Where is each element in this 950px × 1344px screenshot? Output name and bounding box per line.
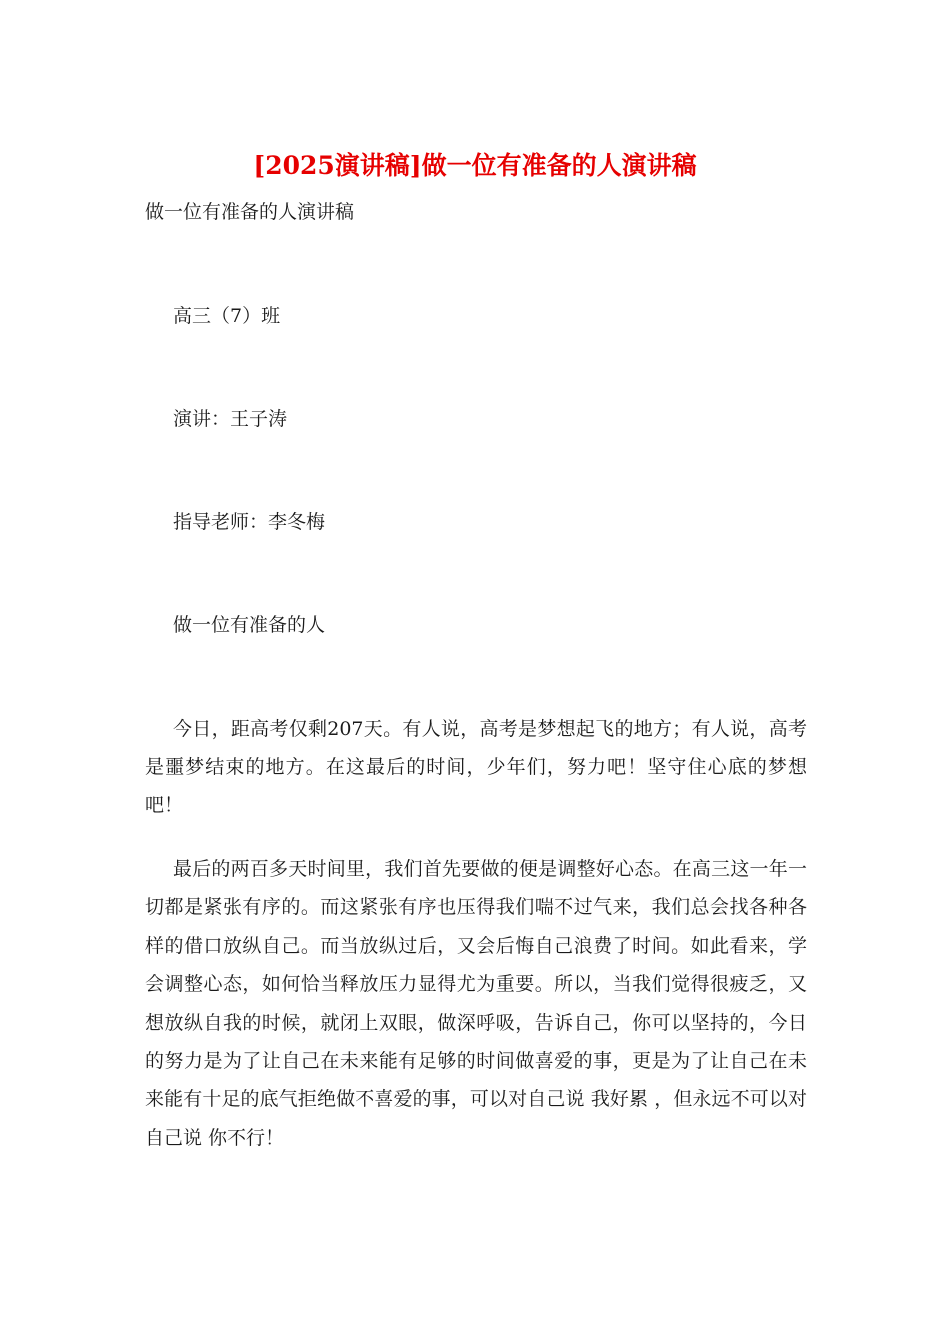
teacher-line: 指导老师：李冬梅 <box>173 511 326 533</box>
paragraph-1: 今日，距高考仅剩207天。有人说，高考是梦想起飞的地方；有人说，高考是噩梦结束的地方。在这最后的时间，少年们，努力吧！坚守住心底的梦想吧！ <box>145 718 807 816</box>
document-title: [2025演讲稿]做一位有准备的人演讲稿 <box>253 151 697 180</box>
document-subtitle: 做一位有准备的人演讲稿 <box>145 201 355 223</box>
class-line: 高三（7）班 <box>173 305 281 327</box>
speaker-line: 演讲：王子涛 <box>173 408 288 430</box>
speech-heading: 做一位有准备的人 <box>173 614 326 636</box>
paragraph-2: 最后的两百多天时间里，我们首先要做的便是调整好心态。在高三这一年一切都是紧张有序的。而这紧张有序也压得我们喘不过气来，我们总会找各种各样的借口放纵自己。而当放纵过后，又会后悔自己浪费了时间。如此看来，学会调整心态，如何恰当释放压力显得尤为重要。所以，当我们觉得很疲乏，又想放纵自我的时候，就闭上双眼，做深呼吸，告诉自己，你可以坚持的，今日的努力是为了让自己在未来能有足够的时间做喜爱的事，更是为了让自己在未来能有十足的底气拒绝做不喜爱的事，可以对自己说 我好累 ，但永远不可以对自己说 你不行！ <box>145 858 807 1149</box>
